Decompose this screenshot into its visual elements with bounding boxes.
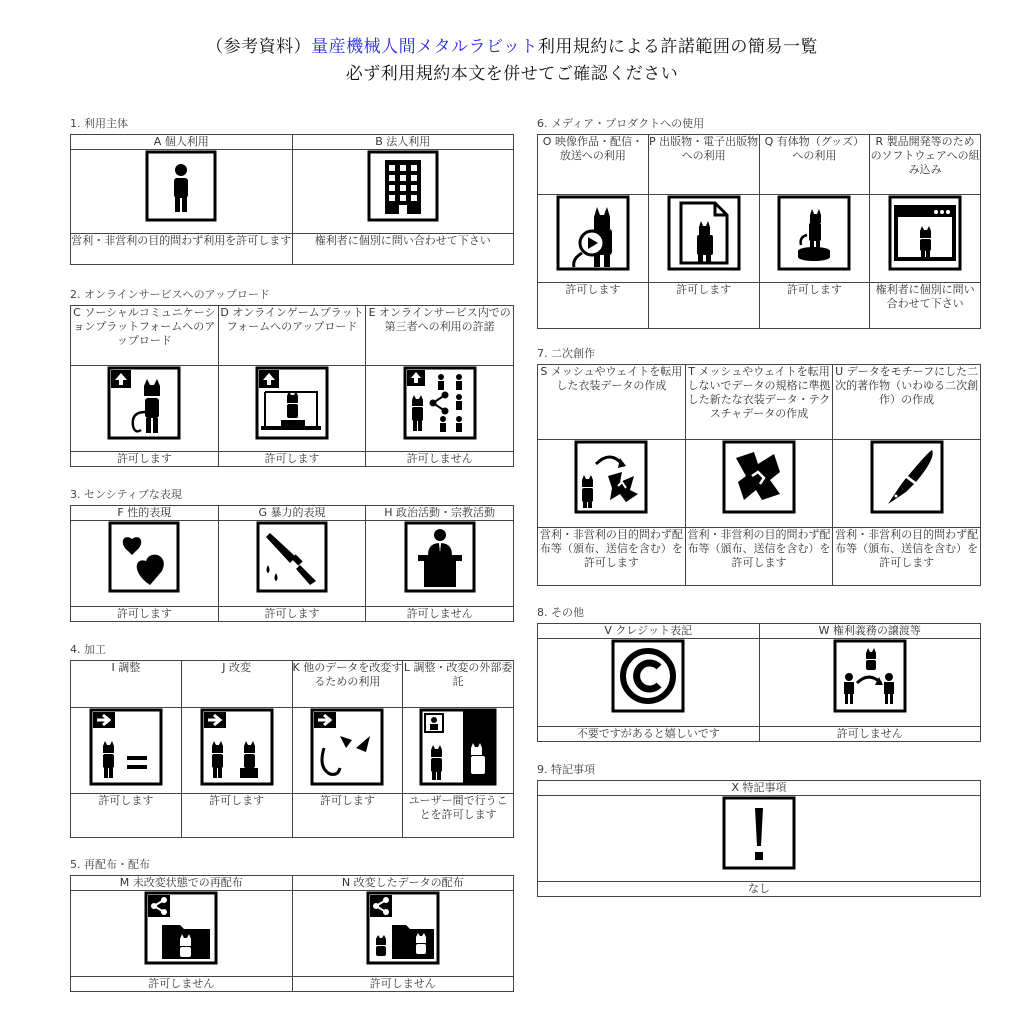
redistribute-icon (144, 891, 218, 965)
section-processing (70, 643, 514, 838)
item-result: 許可します (218, 452, 366, 467)
permission-table (537, 623, 981, 742)
section-other (537, 606, 981, 742)
section-special-notes (537, 763, 981, 897)
building-icon (367, 150, 439, 222)
section-title: 9. 特記事項 (537, 763, 595, 776)
page-header (0, 34, 1024, 88)
permission-table (537, 780, 981, 897)
distribute-modified-icon (366, 891, 440, 965)
item-label: V クレジット表記 (538, 624, 760, 639)
item-result: 権利者に個別に問い合わせて下さい (870, 283, 981, 329)
item-result: 営利・非営利の目的問わず配布等（頒布、送信を含む）を許可します (685, 528, 833, 586)
item-result: 許可します (648, 283, 759, 329)
item-label: P 出版物・電子出版物への利用 (648, 135, 759, 195)
adjust-icon (89, 708, 163, 786)
podium-icon (404, 521, 476, 593)
item-label: A 個人利用 (71, 135, 293, 150)
video-icon (556, 195, 630, 271)
copyright-icon (611, 639, 685, 713)
item-label: K 他のデータを改変するための利用 (292, 661, 403, 708)
item-label: U データをモチーフにした二次的著作物（いわゆる二次創作）の作成 (833, 365, 981, 440)
permission-table (70, 505, 514, 622)
item-label: T メッシュやウェイトを転用しないでデータの規格に準拠した新たな衣装データ・テクスチャデータの作成 (685, 365, 833, 440)
item-label: X 特記事項 (538, 781, 981, 796)
section-title: 6. メディア・プロダクトへの使用 (537, 117, 705, 130)
section-title: 4. 加工 (70, 643, 106, 656)
permission-table (70, 305, 514, 467)
section-derivative-works (537, 347, 981, 586)
item-label: M 未改変状態での再配布 (71, 876, 293, 891)
upload-share-icon (403, 366, 477, 440)
transfer-icon (833, 639, 907, 713)
item-result: 許可します (181, 794, 292, 838)
knife-icon (256, 521, 328, 593)
item-label: I 調整 (71, 661, 182, 708)
item-label: Q 有体物（グッズ）への利用 (759, 135, 870, 195)
section-title: 2. オンラインサービスへのアップロード (70, 288, 270, 301)
item-label: O 映像作品・配信・放送への利用 (538, 135, 649, 195)
permission-table (537, 364, 981, 586)
section-media-products (537, 117, 981, 329)
permission-table (70, 134, 514, 265)
permission-table (537, 134, 981, 329)
software-icon (888, 195, 962, 271)
item-result: 許可しません (366, 452, 514, 467)
section-sensitive (70, 488, 514, 622)
person-icon (145, 150, 217, 222)
item-result: 許可しません (292, 977, 514, 992)
item-label: G 暴力的表現 (218, 506, 366, 521)
product-name: 量産機械人間メタルラビット (311, 37, 538, 57)
reuse-parts-icon (310, 708, 384, 786)
outsource-icon (419, 708, 497, 786)
section-title: 1. 利用主体 (70, 117, 128, 130)
publication-icon (667, 195, 741, 271)
item-result: 許可します (538, 283, 649, 329)
item-result: 許可します (71, 452, 219, 467)
item-result: 営利・非営利の目的問わず利用を許可します (71, 234, 293, 265)
header-line-1: （参考資料）量産機械人間メタルラビット利用規約による許諾範囲の簡易一覧 (206, 37, 818, 57)
section-title: 7. 二次創作 (537, 347, 595, 360)
header-line-2: 必ず利用規約本文を併せてご確認ください (345, 64, 679, 84)
permission-table (70, 875, 514, 992)
upload-game-icon (255, 366, 329, 440)
section-usage-subject (70, 117, 514, 265)
item-result: 許可しません (71, 977, 293, 992)
item-label: E オンラインサービス内での第三者への利用の許諾 (366, 306, 514, 366)
cloth-icon (722, 440, 796, 514)
section-title: 5. 再配布・配布 (70, 858, 150, 871)
item-label: D オンラインゲームプラットフォームへのアップロード (218, 306, 366, 366)
item-label: J 改変 (181, 661, 292, 708)
item-label: B 法人利用 (292, 135, 514, 150)
item-result: 許可します (292, 794, 403, 838)
item-label: N 改変したデータの配布 (292, 876, 514, 891)
hearts-icon (108, 521, 180, 593)
upload-social-icon (107, 366, 181, 440)
item-result: ユーザー間で行うことを許可します (403, 794, 514, 838)
section-online-upload (70, 288, 514, 467)
item-label: F 性的表現 (71, 506, 219, 521)
item-result: 許可します (71, 794, 182, 838)
item-result: なし (538, 882, 981, 897)
outfit-convert-icon (574, 440, 648, 514)
item-label: H 政治活動・宗教活動 (366, 506, 514, 521)
item-label: C ソーシャルコミュニケーションプラットフォームへのアップロード (71, 306, 219, 366)
pen-icon (870, 440, 944, 514)
item-result: 許可します (759, 283, 870, 329)
exclamation-icon (722, 796, 796, 870)
item-result: 不要ですがあると嬉しいです (538, 727, 760, 742)
modify-icon (200, 708, 274, 786)
figure-icon (777, 195, 851, 271)
item-result: 許可しません (759, 727, 981, 742)
permission-table (70, 660, 514, 838)
item-result: 営利・非営利の目的問わず配布等（頒布、送信を含む）を許可します (833, 528, 981, 586)
section-redistribution (70, 858, 514, 992)
item-result: 許可します (218, 607, 366, 622)
item-result: 営利・非営利の目的問わず配布等（頒布、送信を含む）を許可します (538, 528, 686, 586)
item-result: 権利者に個別に問い合わせて下さい (292, 234, 514, 265)
item-label: L 調整・改変の外部委託 (403, 661, 514, 708)
item-label: R 製品開発等のためのソフトウェアへの組み込み (870, 135, 981, 195)
item-label: W 権利義務の譲渡等 (759, 624, 981, 639)
item-result: 許可しません (366, 607, 514, 622)
item-label: S メッシュやウェイトを転用した衣装データの作成 (538, 365, 686, 440)
section-title: 3. センシティブな表現 (70, 488, 182, 501)
item-result: 許可します (71, 607, 219, 622)
section-title: 8. その他 (537, 606, 584, 619)
